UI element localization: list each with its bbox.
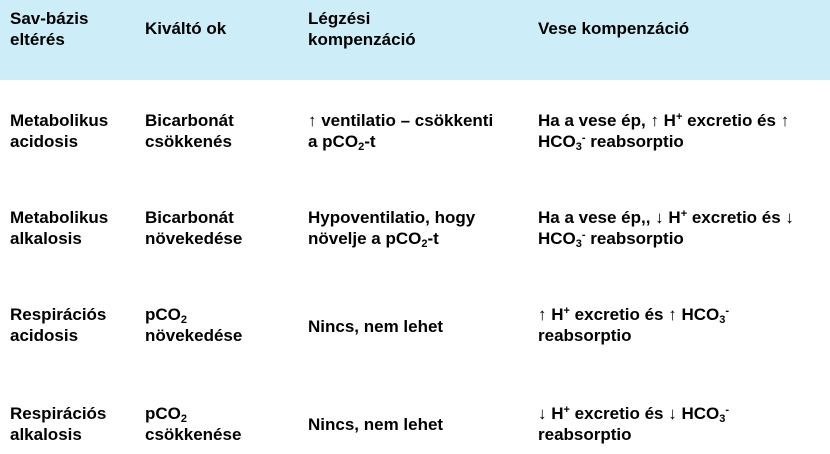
table-header (0, 0, 830, 80)
table-row-1-respiratory: ↑ ventilatio – csökkenti a pCO$_2$-t (308, 111, 494, 153)
table-row-4-renal: ↓ H+ excretio és ↓ $HCO_3^-$ reabsorptio (538, 404, 730, 444)
table-row-2-respiratory: Hypoventilatio, hogy növelje a pCO$_2$-t (308, 208, 476, 250)
table-row-3-respiratory: Nincs, nem lehet (308, 317, 444, 336)
header-respiratory-compensation: Légzési kompenzáció (308, 9, 416, 49)
table-row-2-cause: Bicarbonát növekedése (145, 208, 243, 248)
table-row-4-respiratory: Nincs, nem lehet (308, 415, 444, 434)
table-row-1-disorder: Metabolikus acidosis (10, 111, 109, 151)
table-row-4-disorder: Respirációs alkalosis (10, 404, 107, 444)
table-row-3-cause: pCO$_2$ növekedése (145, 305, 243, 345)
header-disorder: Sav-bázis eltérés (10, 9, 89, 49)
table-row-3-disorder: Respirációs acidosis (10, 305, 107, 345)
header-cause: Kiváltó ok (145, 19, 227, 38)
table-row-3-renal: ↑ H+ excretio és ↑ $HCO_3^-$ reabsorptio (538, 305, 730, 345)
table-row-2-disorder: Metabolikus alkalosis (10, 208, 109, 248)
table-row-1-renal: Ha a vese ép, ↑ H+ excretio és ↑ $HCO_3^-$ reabsorptio (538, 111, 790, 153)
table-row-1-cause: Bicarbonát csökkenés (145, 111, 234, 151)
table-row-2-renal: Ha a vese ép,, ↓ H+ excretio és ↓ $HCO_3^-$ reabsorptio (538, 208, 794, 250)
header-renal-compensation: Vese kompenzáció (538, 19, 690, 38)
table-row-4-cause: pCO$_2$ csökkenése (145, 404, 242, 444)
